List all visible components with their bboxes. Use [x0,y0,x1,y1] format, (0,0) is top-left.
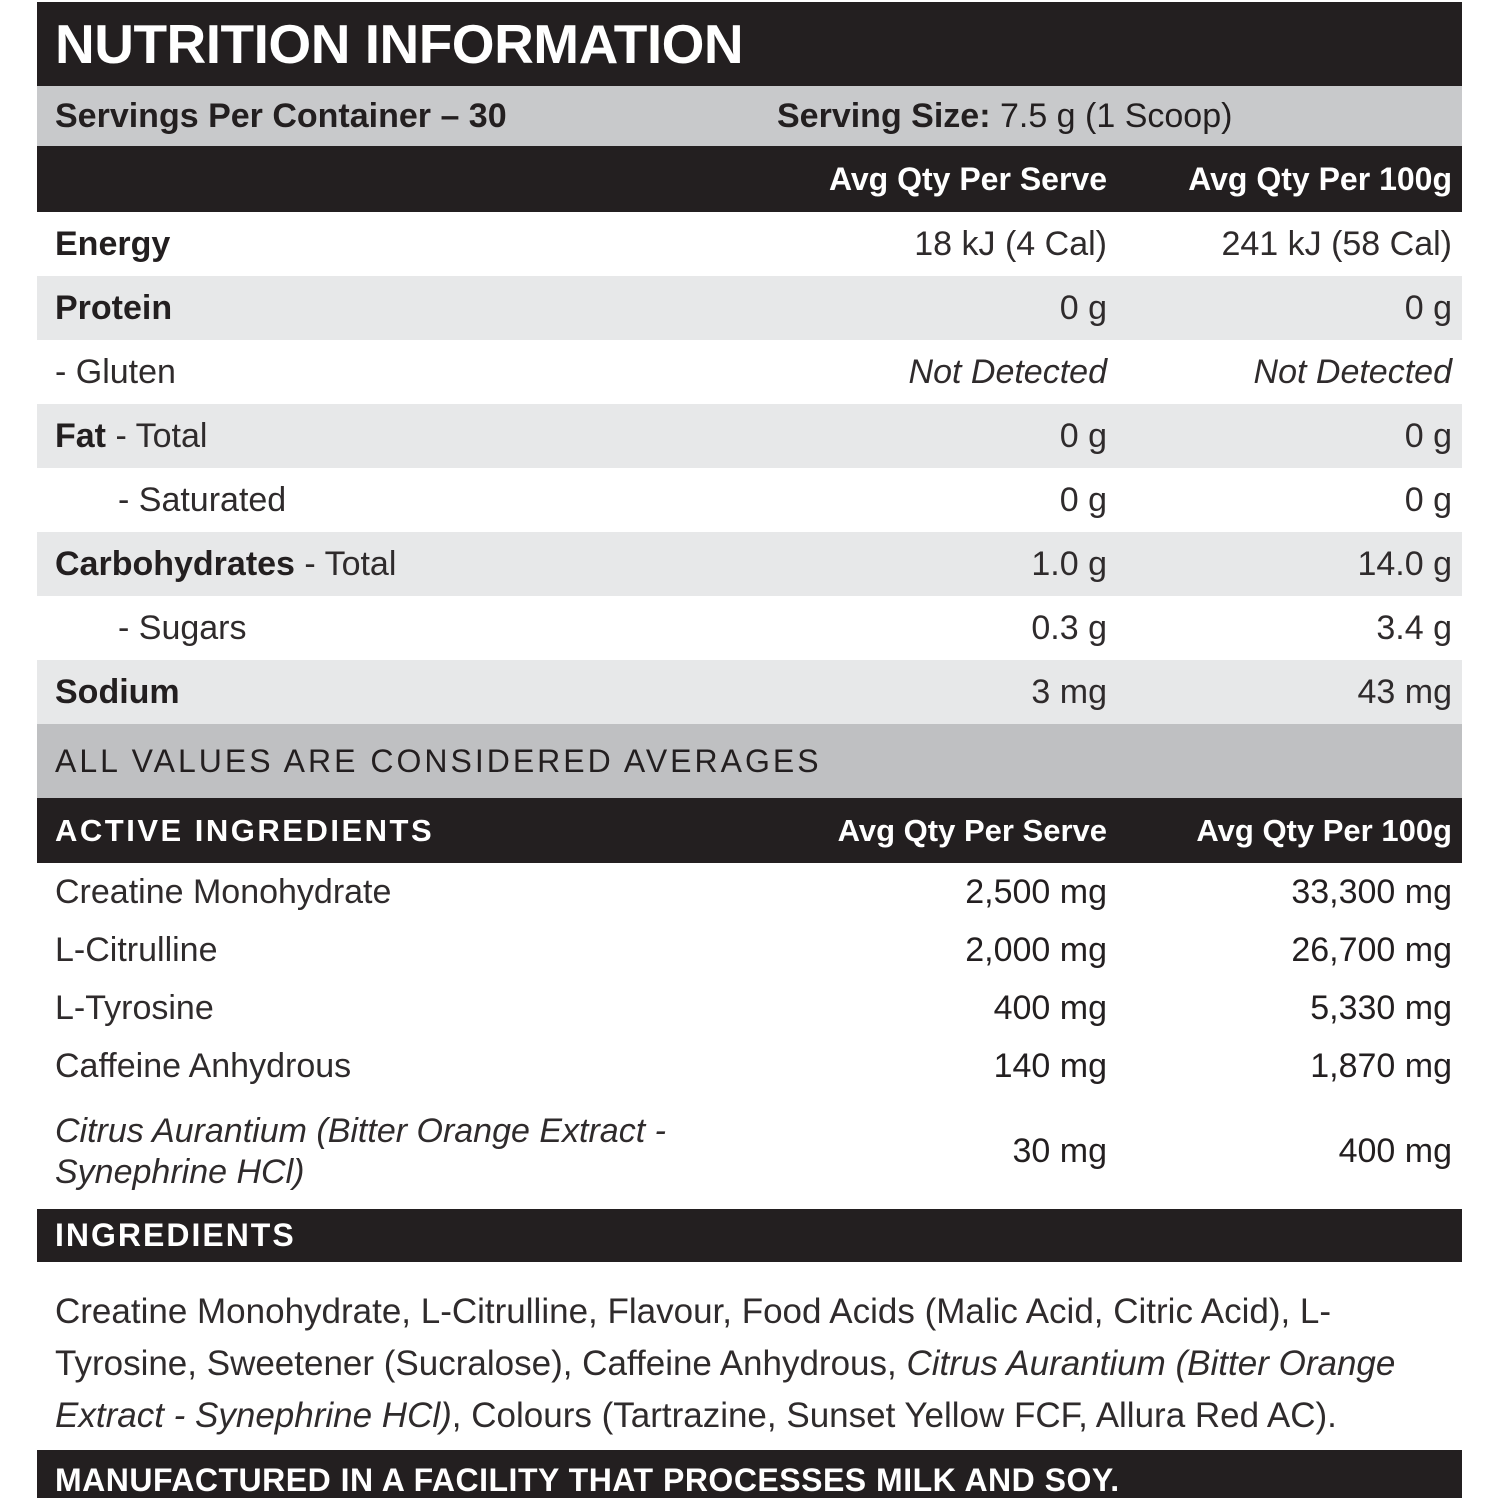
table-row [37,532,1462,596]
nutrient-label: Energy [55,224,171,263]
value-per-100g: 1,870 mg [1310,1046,1452,1085]
active-ingredient-rows [37,863,1462,1209]
ingredients-text-part: Creatine Monohydrate, L-Citrulline, Flavour, Food Acids (Malic Acid, Citric Acid), L-Tyrosine, Sweetener (Sucralose), Caffeine Anhydrous, [55,1291,1332,1383]
value-per-serve: 400 mg [993,988,1107,1027]
table-row [37,1095,1462,1209]
page-title: NUTRITION INFORMATION [55,12,744,75]
value-per-serve: 1.0 g [1031,544,1107,583]
value-per-100g: Not Detected [1253,352,1452,391]
table-row [37,276,1462,340]
value-per-100g: 43 mg [1357,672,1452,711]
serving-size-value: 7.5 g (1 Scoop) [990,96,1233,135]
value-per-serve: 0 g [1059,480,1107,519]
ingredients-list [37,1262,1462,1450]
active-ingredients-title: ACTIVE INGREDIENTS [55,812,435,848]
nutrient-label: Fat - Total [55,416,208,455]
value-per-serve: 0 g [1059,288,1107,327]
serving-size-label: Serving Size: [777,96,991,135]
averages-note: ALL VALUES ARE CONSIDERED AVERAGES [37,724,1462,798]
column-header-per-serve: Avg Qty Per Serve [837,812,1107,848]
table-row [37,340,1462,404]
serving-size [777,97,1232,136]
column-header-per-serve: Avg Qty Per Serve [828,160,1107,197]
column-header-per-100g: Avg Qty Per 100g [1188,160,1452,197]
nutrient-label: - Saturated [118,480,287,519]
value-per-serve: 0 g [1059,416,1107,455]
ingredients-header-title: INGREDIENTS [55,1216,296,1253]
value-per-serve: 2,500 mg [965,872,1107,911]
value-per-serve: 3 mg [1031,672,1107,711]
value-per-serve: 140 mg [993,1046,1107,1085]
value-per-serve: Not Detected [908,352,1107,391]
active-ingredients-header [37,798,1462,863]
ingredient-label: Caffeine Anhydrous [55,1046,352,1085]
column-header-per-100g: Avg Qty Per 100g [1196,812,1452,848]
value-per-100g: 5,330 mg [1310,988,1452,1027]
table-row [37,921,1462,979]
ingredient-label: Creatine Monohydrate [55,872,392,911]
value-per-100g: 14.0 g [1357,544,1452,583]
nutrient-label: Carbohydrates - Total [55,544,397,583]
value-per-serve: 2,000 mg [965,930,1107,969]
table-row [37,404,1462,468]
ingredient-label: L-Tyrosine [55,988,214,1027]
servings-bar [37,86,1462,146]
table-row [37,596,1462,660]
value-per-100g: 241 kJ (58 Cal) [1221,224,1452,263]
ingredients-text-part: Citrus Aurantium (Bitter Orange Extract - Synephrine HCl) [55,1343,1396,1435]
ingredients-text-part: , Colours (Tartrazine, Sunset Yellow FCF, Allura Red AC). [451,1395,1337,1435]
table-row [37,1037,1462,1095]
ingredients-header-bar [37,1209,1462,1262]
value-per-100g: 0 g [1404,288,1452,327]
value-per-100g: 400 mg [1338,1132,1452,1171]
table-row [37,979,1462,1037]
nutrition-rows [37,212,1462,724]
table-row [37,863,1462,921]
nutrient-label: Sodium [55,672,180,711]
value-per-serve: 0.3 g [1031,608,1107,647]
nutrient-label: - Sugars [118,608,247,647]
servings-per-container: Servings Per Container – 30 [55,96,507,135]
value-per-serve: 18 kJ (4 Cal) [914,224,1107,263]
value-per-serve: 30 mg [1012,1132,1107,1171]
ingredient-label: Citrus Aurantium (Bitter Orange Extract - Synephrine HCl) [55,1112,666,1191]
table-row [37,468,1462,532]
title-bar [37,2,1462,86]
allergen-warning-text: MANUFACTURED IN A FACILITY THAT PROCESSES MILK AND SOY. [55,1461,1120,1498]
value-per-100g: 33,300 mg [1291,872,1452,911]
value-per-100g: 3.4 g [1376,608,1452,647]
table-row [37,212,1462,276]
nutrient-label: Protein [55,288,173,327]
value-per-100g: 26,700 mg [1291,930,1452,969]
nutrient-label: - Gluten [55,352,176,391]
allergen-warning-bar [37,1450,1462,1498]
value-per-100g: 0 g [1404,416,1452,455]
ingredient-label: L-Citrulline [55,930,218,969]
nutrition-label [37,2,1462,1498]
table-row [37,660,1462,724]
value-per-100g: 0 g [1404,480,1452,519]
nutrition-column-header [37,146,1462,212]
